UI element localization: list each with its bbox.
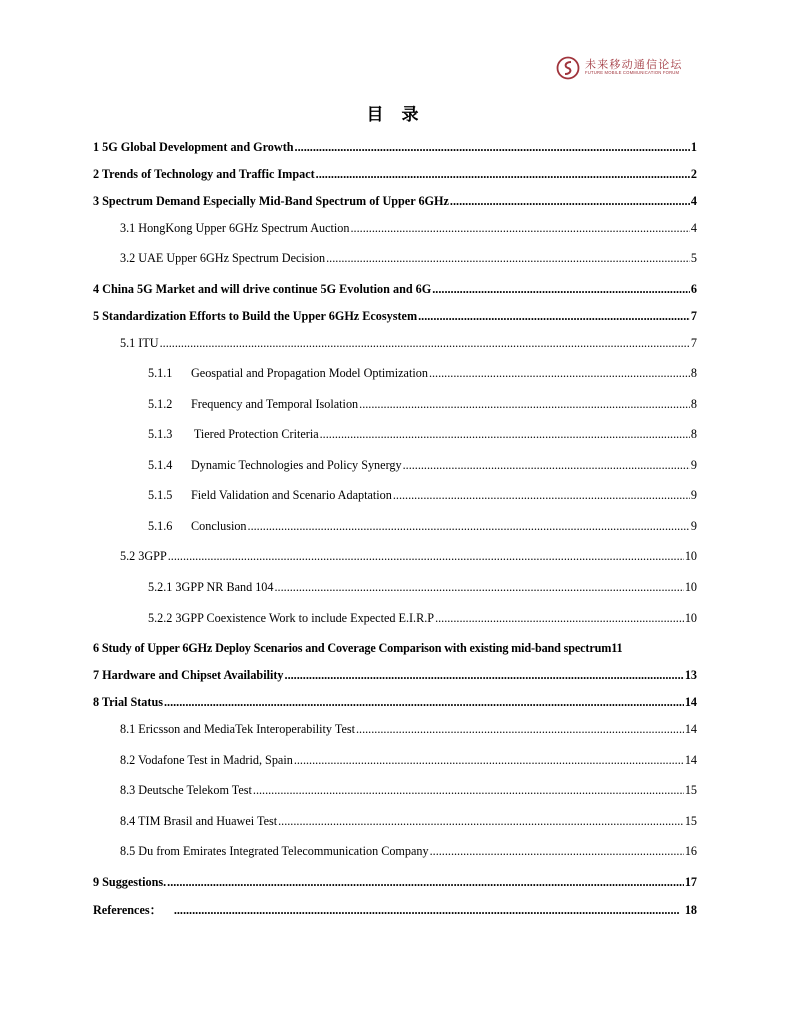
toc-page-number: 17 [684, 875, 697, 889]
toc-title: 目 录 [366, 105, 425, 125]
toc-entry-text: 1 5G Global Development and Growth [93, 140, 294, 154]
toc-leader [403, 457, 690, 473]
toc-page-number: 14 [684, 753, 697, 767]
toc-entry-text: 8.2 Vodafone Test in Madrid, Spain [120, 753, 293, 767]
toc-leader [294, 752, 684, 768]
toc-entry[interactable] [120, 721, 697, 737]
toc-entry[interactable] [120, 813, 697, 829]
toc-page-number: 18 [684, 903, 697, 917]
toc-entry-text: 7 Hardware and Chipset Availability [93, 668, 284, 682]
toc-entry-text: 8.1 Ericsson and MediaTek Interoperability Test [120, 722, 355, 736]
toc-page-number: 5 [690, 251, 697, 265]
toc-page-number: 14 [684, 695, 697, 709]
toc-entry-text: 3.2 UAE Upper 6GHz Spectrum Decision [120, 251, 326, 265]
toc-entry[interactable] [93, 694, 697, 710]
toc-page-number: 10 [684, 580, 697, 594]
toc-leader [174, 902, 680, 918]
toc-entry[interactable] [93, 139, 697, 155]
toc-entry[interactable] [93, 193, 697, 209]
toc-page-number: 9 [690, 488, 697, 502]
toc-leader [435, 610, 684, 626]
toc-entry[interactable] [148, 365, 697, 381]
toc-leader [432, 281, 690, 297]
toc-page-number: 4 [690, 221, 697, 235]
toc-entry[interactable] [120, 548, 697, 564]
toc-page-number: 13 [684, 668, 697, 682]
toc-entry-text: 4 China 5G Market and will drive continue 5G Evolution and 6G [93, 282, 432, 296]
toc-entry-text: References： [93, 903, 162, 917]
toc-entry-text: 8.3 Deutsche Telekom Test [120, 783, 252, 797]
toc-leader [418, 308, 690, 324]
toc-entry[interactable] [148, 518, 697, 534]
toc-entry-number: 5.1.1 [148, 366, 173, 380]
toc-page-number: 8 [690, 397, 697, 411]
toc-entry[interactable] [93, 874, 697, 890]
toc-entry-text: 5.1 ITU [120, 336, 159, 350]
toc-leader [326, 250, 690, 266]
toc-entry-text: 2 Trends of Technology and Traffic Impact [93, 167, 315, 181]
toc-page-number: 2 [690, 167, 697, 181]
toc-entry-text: Field Validation and Scenario Adaptation [191, 488, 392, 502]
toc-entry[interactable] [120, 220, 697, 236]
toc-leader [278, 813, 684, 829]
toc-leader [351, 220, 690, 236]
toc-page-number: 9 [690, 519, 697, 533]
toc-entry[interactable] [120, 250, 697, 266]
toc-leader [450, 193, 690, 209]
toc-entry-number: 5.1.3 [148, 427, 173, 441]
toc-page-number: 8 [690, 366, 697, 380]
toc-leader [429, 365, 690, 381]
toc-leader [356, 721, 684, 737]
toc-page-number: 10 [684, 549, 697, 563]
toc-entry[interactable] [120, 335, 697, 351]
toc-leader [164, 694, 684, 710]
forum-emblem-icon [556, 56, 580, 80]
toc-entry-number: 5.1.2 [148, 397, 173, 411]
toc-leader [316, 166, 690, 182]
toc-entry[interactable] [148, 426, 697, 442]
toc-entry-text: 8.4 TIM Brasil and Huawei Test [120, 814, 278, 828]
toc-leader [168, 548, 684, 564]
toc-page-number: 7 [690, 336, 697, 350]
toc-leader [393, 487, 690, 503]
toc-page-number: 6 [690, 282, 697, 296]
toc-leader [275, 579, 684, 595]
toc-entry[interactable] [148, 579, 697, 595]
toc-entry[interactable] [93, 308, 697, 324]
toc-entry[interactable] [148, 487, 697, 503]
toc-entry-text: 5.2.2 3GPP Coexistence Work to include Expected E.I.R.P [148, 611, 435, 625]
toc-entry[interactable] [93, 902, 697, 918]
logo-chinese-text: 未来移动通信论坛 [585, 58, 683, 71]
toc-leader [295, 139, 690, 155]
toc-entry-text: 6 Study of Upper 6GHz Deploy Scenarios and Coverage Comparison with existing mid-band spectrum [93, 641, 612, 655]
toc-page-number: 14 [684, 722, 697, 736]
forum-logo [556, 56, 696, 80]
toc-entry-text: Tiered Protection Criteria [191, 427, 319, 441]
toc-leader [248, 518, 690, 534]
toc-entry-text: 5 Standardization Efforts to Build the Upper 6GHz Ecosystem [93, 309, 418, 323]
toc-entry-text: 5.2 3GPP [120, 549, 167, 563]
toc-leader [253, 782, 684, 798]
toc-leader [320, 426, 690, 442]
toc-entry[interactable] [148, 610, 697, 626]
toc-entry[interactable] [93, 640, 697, 656]
toc-leader [359, 396, 690, 412]
toc-entry-text: 9 Suggestions. [93, 875, 167, 889]
toc-entry-text: Conclusion [191, 519, 247, 533]
toc-entry[interactable] [93, 667, 697, 683]
toc-page-number: 15 [684, 783, 697, 797]
toc-entry[interactable] [120, 782, 697, 798]
toc-entry-text: 8 Trial Status [93, 695, 163, 709]
toc-page-number: 9 [690, 458, 697, 472]
logo-english-text: FUTURE MOBILE COMMUNICATION FORUM [585, 70, 680, 75]
toc-entry-number: 5.1.6 [148, 519, 173, 533]
toc-entry-text: Dynamic Technologies and Policy Synergy [191, 458, 402, 472]
toc-page-number: 7 [690, 309, 697, 323]
toc-page-number: 16 [684, 844, 697, 858]
toc-entry[interactable] [93, 281, 697, 297]
toc-leader [285, 667, 684, 683]
toc-leader [160, 335, 690, 351]
toc-entry[interactable] [120, 752, 697, 768]
toc-entry-text: 3 Spectrum Demand Especially Mid-Band Spectrum of Upper 6GHz [93, 194, 449, 208]
toc-entry[interactable] [148, 396, 697, 412]
toc-page-number: 4 [690, 194, 697, 208]
toc-entry-text: 3.1 HongKong Upper 6GHz Spectrum Auction [120, 221, 350, 235]
toc-entry[interactable] [148, 457, 697, 473]
toc-entry-number: 5.1.5 [148, 488, 173, 502]
toc-leader [167, 874, 684, 890]
toc-entry-text: Frequency and Temporal Isolation [191, 397, 359, 411]
toc-entry-text: 5.2.1 3GPP NR Band 104 [148, 580, 274, 594]
toc-page-number: 8 [690, 427, 697, 441]
toc-entry-number: 5.1.4 [148, 458, 173, 472]
toc-entry-text: Geospatial and Propagation Model Optimization [191, 366, 428, 380]
toc-entry[interactable] [93, 166, 697, 182]
toc-entry-text: 8.5 Du from Emirates Integrated Telecommunication Company [120, 844, 429, 858]
toc-page-number: 15 [684, 814, 697, 828]
toc-page-number: 1 [690, 140, 697, 154]
toc-leader [430, 843, 684, 859]
toc-page-number: 10 [684, 611, 697, 625]
toc-entry[interactable] [120, 843, 697, 859]
toc-page-number: 11 [611, 641, 623, 655]
